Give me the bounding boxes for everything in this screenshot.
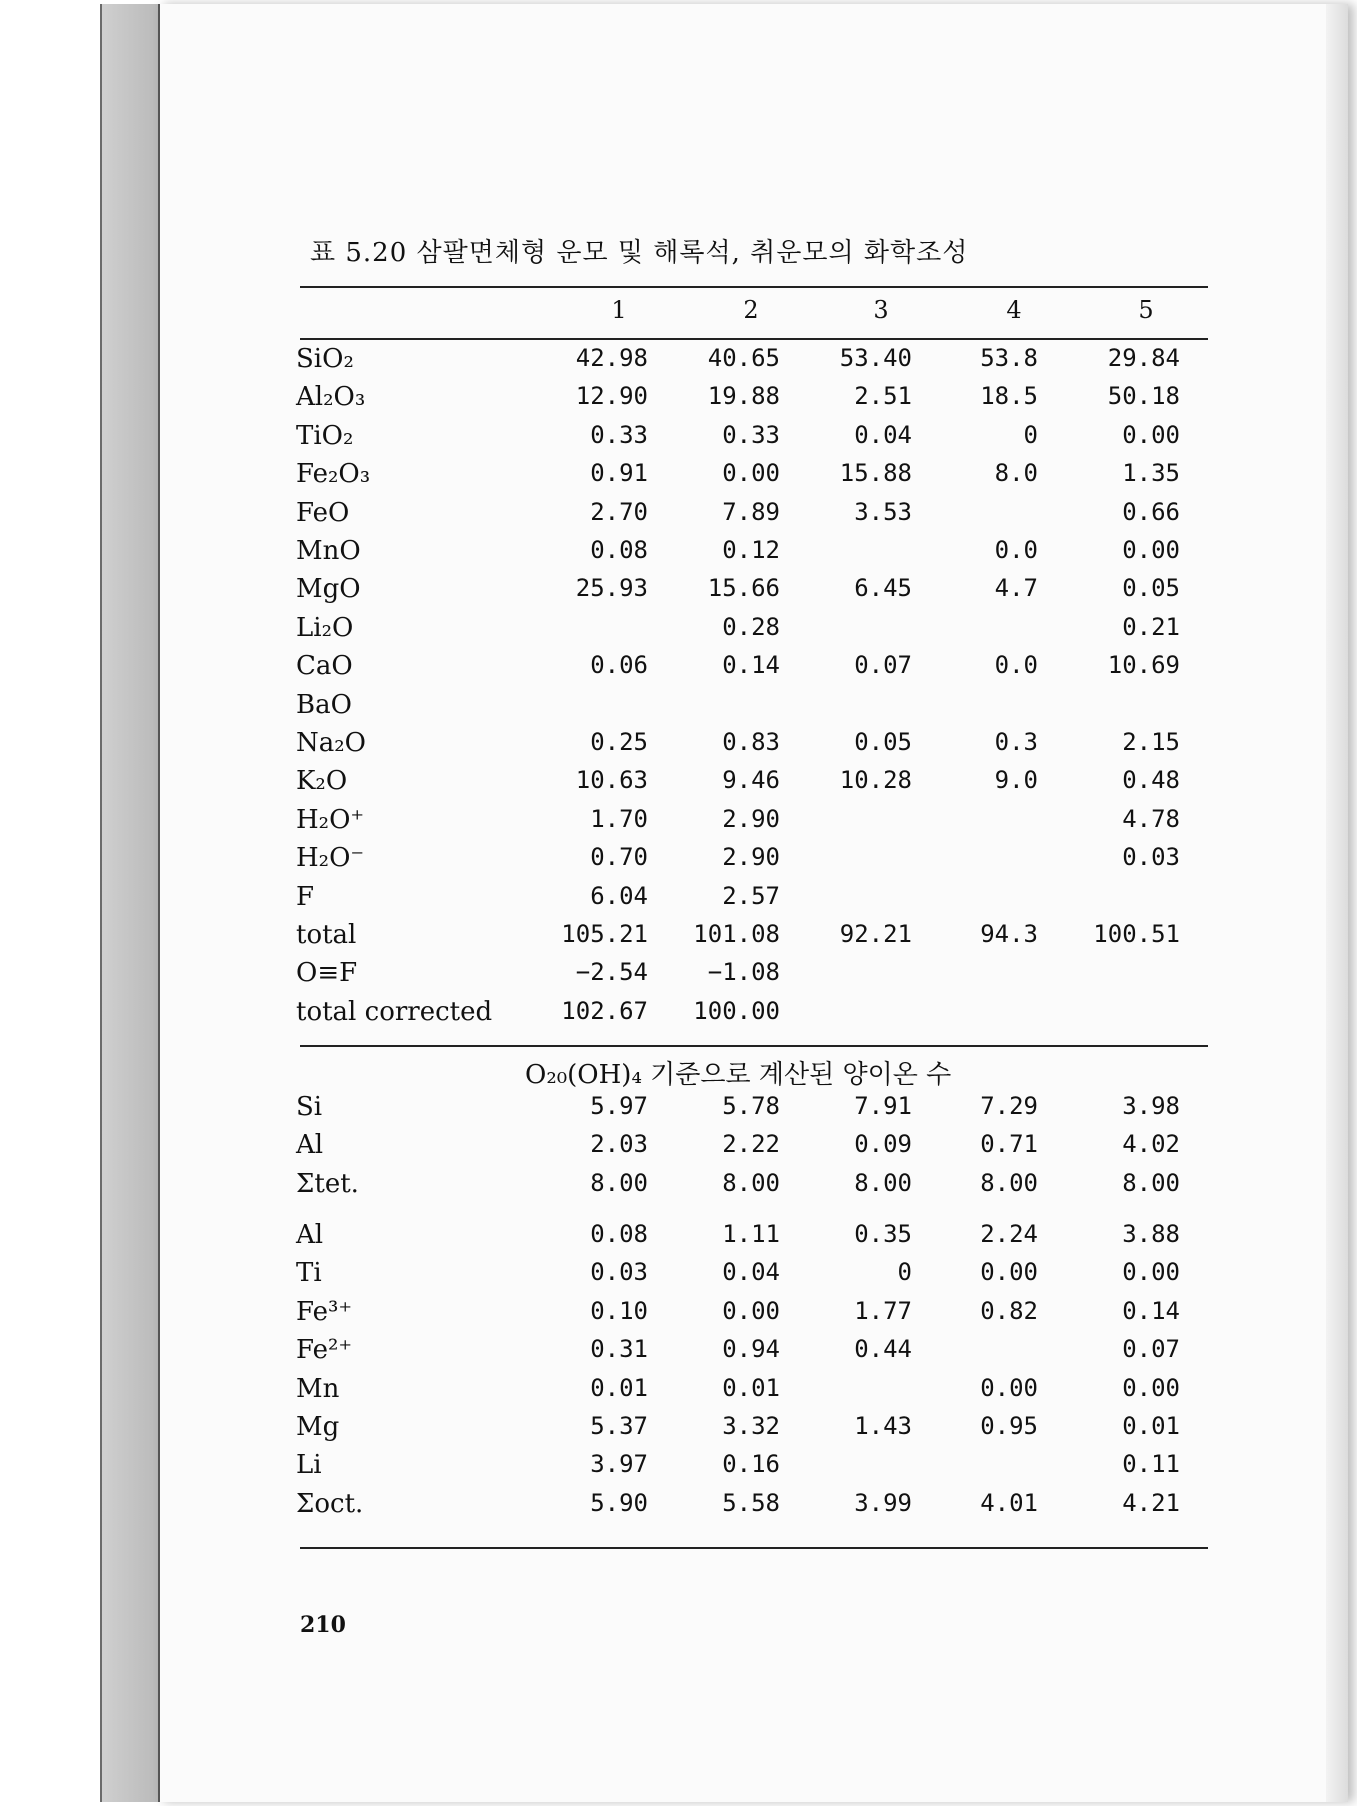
table-cell: 2.51: [854, 382, 912, 411]
table-cell: 0.16: [722, 1450, 780, 1479]
table-cell: 0.03: [1122, 843, 1180, 872]
row-label: SiO₂: [296, 344, 354, 374]
row-label: total: [296, 920, 357, 950]
row-label: Mg: [296, 1412, 340, 1442]
table-cell: 25.93: [575, 574, 648, 603]
table-row: [296, 536, 1216, 574]
table-row: [296, 843, 1216, 881]
table-cell: 8.0: [994, 459, 1038, 488]
table-row: [296, 651, 1216, 689]
row-label: Al: [296, 1220, 324, 1250]
table-cell: −2.54: [575, 958, 648, 987]
table-cell: 42.98: [575, 344, 648, 372]
table-row: [296, 613, 1216, 651]
table-cell: 5.37: [590, 1412, 648, 1440]
table-cell: 0.00: [980, 1373, 1038, 1402]
table-cell: 0.83: [722, 728, 780, 756]
table-cell: 19.88: [707, 382, 780, 411]
row-label: Fe²⁺: [296, 1335, 353, 1366]
table-row: [296, 1220, 1216, 1258]
table-cell: 6.45: [854, 574, 912, 603]
table-cell: 10.69: [1107, 651, 1180, 680]
table-row: [296, 459, 1216, 497]
table-cell: 0.48: [1122, 766, 1180, 795]
table-cell: 2.24: [980, 1220, 1038, 1248]
table-cell: 0.00: [722, 1296, 780, 1325]
table-row: [296, 958, 1216, 996]
table-cell: 9.46: [722, 766, 780, 795]
table-row: [296, 1374, 1216, 1412]
table-cell: 0: [1023, 420, 1038, 449]
table-row: [296, 498, 1216, 536]
table-row: [296, 882, 1216, 920]
page-edge: [1326, 4, 1348, 1802]
table-cell: 0.91: [590, 459, 648, 488]
table-cell: 3.99: [854, 1488, 912, 1517]
table-row: [296, 1412, 1216, 1450]
table-cell: 8.00: [854, 1168, 912, 1197]
table-cell: 0.21: [1122, 612, 1180, 641]
top-rule: [300, 286, 1208, 288]
table-cell: 0.82: [980, 1296, 1038, 1325]
table-cell: 92.21: [839, 920, 912, 948]
table-cell: 0.14: [722, 651, 780, 680]
table-row: [296, 1169, 1216, 1207]
table-cell: 0.05: [1122, 574, 1180, 603]
table-cell: 0.25: [590, 728, 648, 756]
table-cell: 3.32: [722, 1412, 780, 1440]
row-label: Σtet.: [296, 1168, 359, 1199]
table-cell: 53.8: [980, 344, 1038, 372]
table-cell: 1.11: [722, 1220, 780, 1248]
table-cell: 0.70: [590, 843, 648, 872]
table-row: [296, 690, 1216, 728]
table-cell: 15.66: [707, 574, 780, 603]
row-label: H₂O⁺: [296, 804, 365, 835]
row-label: Fe₂O₃: [296, 459, 371, 490]
table-cell: 0.71: [980, 1130, 1038, 1159]
row-label: Σoct.: [296, 1488, 364, 1519]
cation-caption: O₂₀(OH)₄ 기준으로 계산된 양이온 수: [525, 1060, 952, 1090]
table-cell: 0.28: [722, 612, 780, 641]
row-label: MnO: [296, 536, 361, 566]
table-cell: 29.84: [1107, 344, 1180, 372]
row-label: MgO: [296, 574, 361, 605]
table-cell: 5.78: [722, 1092, 780, 1120]
table-cell: 0.95: [980, 1412, 1038, 1440]
table-row: [296, 766, 1216, 804]
table-cell: 3.98: [1122, 1092, 1180, 1120]
table-cell: 2.90: [722, 843, 780, 872]
table-row: [296, 1092, 1216, 1130]
table-cell: 1.77: [854, 1296, 912, 1325]
table-cell: 53.40: [839, 344, 912, 372]
table-row: [296, 1130, 1216, 1168]
table-cell: 0.33: [722, 420, 780, 449]
row-label: Al: [296, 1130, 324, 1161]
table-caption: 표 5.20 삼팔면체형 운모 및 해록석, 취운모의 화학조성: [310, 238, 969, 268]
table-cell: 8.00: [722, 1168, 780, 1197]
table-cell: 15.88: [839, 459, 912, 488]
table-cell: 0.31: [590, 1335, 648, 1364]
table-cell: 2.90: [722, 804, 780, 833]
table-cell: 0.04: [722, 1258, 780, 1287]
table-cell: 3.53: [854, 497, 912, 526]
table-cell: 5.90: [590, 1488, 648, 1517]
column-header-3: 3: [873, 296, 889, 324]
table-cell: 4.78: [1122, 804, 1180, 833]
row-label: Si: [296, 1092, 323, 1122]
table-row: [296, 1297, 1216, 1335]
row-label: Al₂O₃: [296, 382, 366, 413]
table-cell: 0.07: [1122, 1335, 1180, 1364]
table-cell: 7.89: [722, 497, 780, 526]
table-cell: 4.21: [1122, 1488, 1180, 1517]
table-row: [296, 574, 1216, 612]
row-label: Ti: [296, 1258, 322, 1289]
table-cell: 2.70: [590, 497, 648, 526]
table-cell: 0.10: [590, 1296, 648, 1325]
table-cell: 12.90: [575, 382, 648, 411]
table-cell: 2.15: [1122, 728, 1180, 756]
table-cell: 0.00: [1122, 1373, 1180, 1402]
table-cell: 100.00: [693, 996, 780, 1025]
table-cell: 0.06: [590, 651, 648, 680]
table-cell: 1.70: [590, 804, 648, 833]
header-rule: [300, 338, 1208, 340]
column-header-1: 1: [611, 296, 627, 324]
row-label: FeO: [296, 497, 350, 528]
table-cell: 0.03: [590, 1258, 648, 1287]
table-cell: 0.00: [980, 1258, 1038, 1287]
table-row: [296, 728, 1216, 766]
table-cell: 0: [897, 1258, 912, 1287]
row-label: total corrected: [296, 996, 493, 1027]
table-cell: 101.08: [693, 920, 780, 948]
row-label: Mn: [296, 1373, 340, 1404]
column-header-4: 4: [1006, 296, 1022, 324]
column-header-row: [296, 296, 1216, 334]
table-cell: 3.97: [590, 1450, 648, 1479]
row-label: Na₂O: [296, 728, 366, 758]
table-cell: 0.01: [590, 1373, 648, 1402]
column-header-5: 5: [1138, 296, 1154, 324]
table-cell: 2.03: [590, 1130, 648, 1159]
table-cell: 0.00: [1122, 420, 1180, 449]
table-cell: 102.67: [561, 996, 648, 1025]
bottom-rule: [300, 1547, 1208, 1549]
table-cell: 7.91: [854, 1092, 912, 1120]
table-row: [296, 1335, 1216, 1373]
row-label: Li: [296, 1450, 322, 1481]
row-label: H₂O⁻: [296, 843, 365, 874]
row-label: K₂O: [296, 766, 348, 797]
table-cell: 0.09: [854, 1130, 912, 1159]
table-row: [296, 421, 1216, 459]
table-row: [296, 997, 1216, 1035]
table-cell: 10.28: [839, 766, 912, 795]
table-cell: 0.35: [854, 1220, 912, 1248]
row-label: BaO: [296, 689, 352, 720]
table-cell: 0.01: [1122, 1412, 1180, 1440]
table-row: [296, 344, 1216, 382]
table-cell: 0.08: [590, 536, 648, 564]
table-cell: 0.04: [854, 420, 912, 449]
table-cell: 94.3: [980, 920, 1038, 948]
table-cell: 9.0: [994, 766, 1038, 795]
table-row: [296, 382, 1216, 420]
table-cell: 0.3: [994, 728, 1038, 756]
table-cell: 1.43: [854, 1412, 912, 1440]
row-label: Fe³⁺: [296, 1296, 353, 1327]
table-cell: 1.35: [1122, 459, 1180, 488]
row-label: Li₂O: [296, 612, 354, 643]
column-header-2: 2: [743, 296, 759, 324]
page-number: 210: [300, 1612, 346, 1638]
table-cell: 8.00: [590, 1168, 648, 1197]
table-cell: 7.29: [980, 1092, 1038, 1120]
table-cell: 0.00: [1122, 1258, 1180, 1287]
table-cell: 0.0: [994, 536, 1038, 564]
table-cell: 4.7: [994, 574, 1038, 603]
table-cell: 0.66: [1122, 497, 1180, 526]
table-cell: 0.00: [722, 459, 780, 488]
table-cell: 0.33: [590, 420, 648, 449]
table-cell: 5.97: [590, 1092, 648, 1120]
table-cell: 40.65: [707, 344, 780, 372]
table-cell: 2.22: [722, 1130, 780, 1159]
table-cell: 2.57: [722, 881, 780, 910]
table-cell: 0.44: [854, 1335, 912, 1364]
table-cell: 8.00: [980, 1168, 1038, 1197]
table-row: [296, 1450, 1216, 1488]
row-label: CaO: [296, 651, 353, 682]
table-row: [296, 1489, 1216, 1527]
table-cell: 105.21: [561, 920, 648, 948]
table-cell: 8.00: [1122, 1168, 1180, 1197]
table-cell: 3.88: [1122, 1220, 1180, 1248]
table-cell: 0.12: [722, 536, 780, 564]
row-label: F: [296, 881, 315, 912]
book-spine: [100, 4, 160, 1802]
table-cell: 6.04: [590, 881, 648, 910]
table-row: [296, 920, 1216, 958]
table-cell: 0.0: [994, 651, 1038, 680]
mid-rule: [300, 1045, 1208, 1047]
table-row: [296, 805, 1216, 843]
row-label: O≡F: [296, 958, 358, 989]
table-cell: 10.63: [575, 766, 648, 795]
table-cell: 18.5: [980, 382, 1038, 411]
table-cell: 4.02: [1122, 1130, 1180, 1159]
table-cell: 100.51: [1093, 920, 1180, 948]
table-cell: 50.18: [1107, 382, 1180, 411]
table-cell: 0.01: [722, 1373, 780, 1402]
table-cell: 0.00: [1122, 536, 1180, 564]
table-cell: 4.01: [980, 1488, 1038, 1517]
table-cell: 0.14: [1122, 1296, 1180, 1325]
table-cell: 0.94: [722, 1335, 780, 1364]
table-cell: 0.08: [590, 1220, 648, 1248]
table-row: [296, 1258, 1216, 1296]
table-cell: −1.08: [707, 958, 780, 987]
table-cell: 5.58: [722, 1488, 780, 1517]
table-cell: 0.05: [854, 728, 912, 756]
table-cell: 0.07: [854, 651, 912, 680]
row-label: TiO₂: [296, 420, 354, 451]
table-cell: 0.11: [1122, 1450, 1180, 1479]
